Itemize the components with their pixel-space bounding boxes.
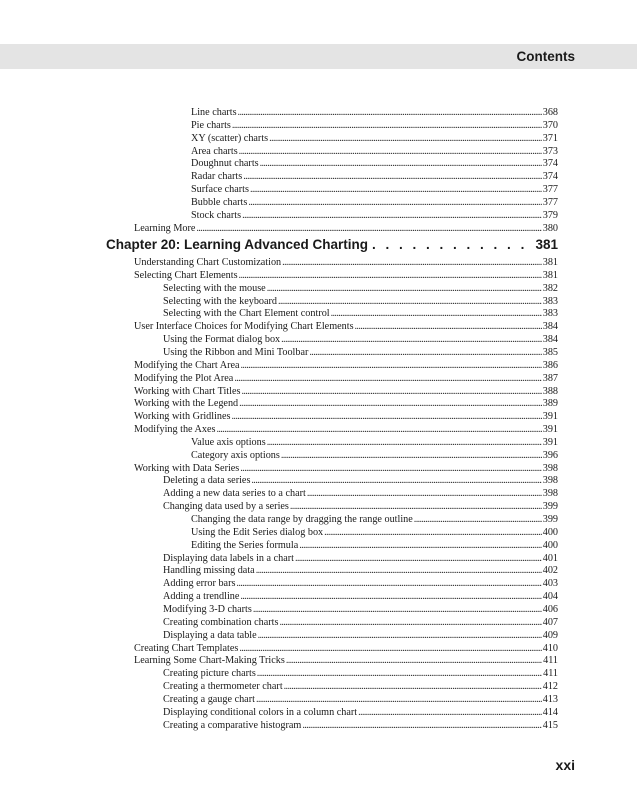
toc-entry-page: 389 [542,398,558,410]
toc-entry [191,513,558,526]
toc-entry-page: 402 [542,565,558,577]
toc-entry [163,616,558,629]
toc-leader-dots [324,526,542,539]
toc-entry-page: 403 [542,578,558,590]
toc-entry-page: 379 [542,209,558,221]
toc-entry-title: Value axis options [191,436,266,448]
toc-entry [134,320,558,333]
toc-entry-title: Changing the data range by dragging the range outline [191,514,413,525]
toc-entry-title: Learning More [134,222,196,234]
toc-leader-dots [290,500,542,513]
toc-entry [191,157,558,170]
toc-leader-dots [234,372,541,385]
toc-entry-title: Stock charts [191,209,242,221]
toc-leader-dots [258,629,542,642]
toc-entry-page: 383 [542,295,558,307]
toc-leader-dots [250,183,542,196]
toc-entry-title: Adding error bars [163,578,236,590]
toc-entry-page: 377 [542,184,558,196]
toc-entry-title: Creating picture charts [163,668,256,680]
toc-entry [163,474,558,487]
toc-entry-page: 399 [542,514,558,525]
toc-leader-dots [257,667,542,680]
toc-entry-page: 373 [542,145,558,157]
toc-leader-dots [248,196,541,209]
toc-entry-page: 377 [542,196,558,208]
toc-entry-page: 412 [542,681,558,693]
toc-entry-title: Creating a comparative histogram [163,719,302,731]
toc-entry-title: Surface charts [191,184,249,196]
toc-entry [163,680,558,693]
toc-leader-dots [282,256,542,269]
toc-leader-dots [309,346,541,359]
toc-entry [134,372,558,385]
toc-entry [134,359,558,372]
toc-entry [191,539,558,552]
toc-entry-page: 398 [542,462,558,474]
toc-entry-page: 406 [542,603,558,615]
toc-entry-title: Modifying the Chart Area [134,359,240,371]
toc-entry-page: 387 [542,372,558,384]
toc-entry-title: Bubble charts [191,196,248,208]
toc-leader-dots [239,145,542,158]
toc-entry-title: Line charts [191,107,237,118]
toc-leader-dots [236,577,541,590]
toc-entry [134,256,558,269]
toc-leader-dots [240,590,541,603]
toc-leader-dots [278,295,542,308]
toc-leader-dots [260,157,542,170]
toc-leader-dots [302,719,541,732]
toc-entry-page: 386 [542,359,558,371]
toc-entry-page: 398 [542,488,558,500]
toc-entry-page: 396 [542,449,558,461]
toc-leader-dots [239,642,541,655]
chapter-page: 381 [535,237,558,252]
toc-leader-dots [269,132,542,145]
toc-entry [191,119,558,132]
toc-leader-dots [196,222,541,235]
toc-leader-dots [355,320,542,333]
toc-entry [191,132,558,145]
toc-leader-dots [251,474,541,487]
page-number: xxi [555,757,575,773]
toc-entry-title: User Interface Choices for Modifying Chart Elements [134,321,354,333]
toc-leader-dots [299,539,541,552]
toc-entry [163,564,558,577]
toc-entry [163,629,558,642]
toc-entry-page: 411 [543,655,558,667]
toc-leader-dots [242,209,542,222]
toc-entry-title: Creating a thermometer chart [163,681,283,693]
chapter-leader-dots [372,237,531,252]
toc-leader-dots [239,397,542,410]
running-header-title: Contents [516,49,575,64]
toc-entry-page: 415 [542,719,558,731]
toc-leader-dots [281,333,542,346]
toc-entry-page: 407 [542,616,558,628]
toc-entry [191,183,558,196]
toc-leader-dots [240,462,541,475]
toc-entry-title: XY (scatter) charts [191,132,269,144]
toc-leader-dots [232,410,542,423]
toc-entry-title: Selecting with the mouse [163,282,266,294]
toc-entry-title: Understanding Chart Customization [134,257,282,268]
toc-entry [191,209,558,222]
toc-entry-title: Handling missing data [163,565,255,577]
toc-entry-page: 371 [542,132,558,144]
toc-leader-dots [241,385,541,398]
toc-entry [163,295,558,308]
toc-entry-title: Selecting Chart Elements [134,269,238,281]
toc-entry [191,436,558,449]
toc-leader-dots [295,552,542,565]
toc-entry [134,397,558,410]
chapter-heading [106,237,558,257]
toc-entry-page: 404 [542,591,558,603]
toc-entry [163,500,558,513]
toc-entry-title: Adding a new data series to a chart [163,488,306,500]
toc-entry-page: 398 [542,475,558,487]
toc-leader-dots [267,282,542,295]
toc-entry-title: Learning Some Chart-Making Tricks [134,655,285,667]
toc-entry [134,410,558,423]
toc-leader-dots [253,603,542,616]
toc-entry [163,282,558,295]
toc-entry-title: Displaying data labels in a chart [163,552,294,564]
toc-entry [134,269,558,282]
toc-entry [163,333,558,346]
toc-entry-title: Radar charts [191,171,243,183]
toc-entry [191,106,558,119]
toc-entry-page: 385 [542,346,558,358]
toc-entry-page: 384 [542,321,558,333]
toc-entry-page: 383 [542,308,558,320]
toc-entry [163,487,558,500]
toc-leader-dots [256,564,542,577]
toc-leader-dots [307,487,542,500]
toc-entry-page: 368 [542,107,558,118]
toc-entry-title: Working with Gridlines [134,411,231,423]
toc-entry [163,667,558,680]
toc-entry-title: Using the Format dialog box [163,334,281,346]
toc-entry-page: 391 [542,436,558,448]
toc-entry-title: Editing the Series formula [191,539,299,551]
toc-entry-title: Working with Chart Titles [134,385,241,397]
toc-entry [163,693,558,706]
toc-leader-dots [232,119,542,132]
toc-entry [163,307,558,320]
toc-entry [163,346,558,359]
toc-entry-page: 391 [542,411,558,423]
toc-entry [191,526,558,539]
toc-entry-title: Working with the Legend [134,398,239,410]
toc-entry [163,577,558,590]
toc-entry-title: Selecting with the Chart Element control [163,308,330,320]
toc-entry [163,719,558,732]
toc-entry [191,145,558,158]
toc-leader-dots [286,654,542,667]
toc-entry-page: 374 [542,171,558,183]
toc-entry [134,642,558,655]
toc-entry-title: Displaying a data table [163,629,257,641]
toc-leader-dots [358,706,542,719]
toc-entry-title: Area charts [191,145,238,157]
toc-entry-title: Modifying the Axes [134,424,216,436]
toc-entry-page: 391 [542,424,558,436]
toc-leader-dots [281,449,542,462]
toc-entry [134,222,558,235]
toc-entry-page: 370 [542,119,558,131]
toc-entry-title: Deleting a data series [163,475,251,487]
toc-leader-dots [331,307,542,320]
running-header [0,44,637,69]
toc-entry-page: 384 [542,334,558,346]
toc-entry [191,196,558,209]
toc-entry-title: Creating combination charts [163,616,279,628]
toc-entry-title: Selecting with the keyboard [163,295,278,307]
toc-entry-page: 374 [542,158,558,170]
toc-entry-title: Category axis options [191,449,280,461]
toc-entry-page: 413 [542,693,558,705]
toc-entry [163,706,558,719]
toc-entry [134,385,558,398]
toc-entry-title: Creating Chart Templates [134,642,239,654]
toc-entry [134,654,558,667]
toc-entry-page: 380 [542,222,558,234]
chapter-title: Chapter 20: Learning Advanced Charting [106,237,369,252]
toc-entry-page: 401 [542,552,558,564]
toc-entry [191,449,558,462]
toc-leader-dots [238,106,542,119]
toc-entry-title: Changing data used by a series [163,501,289,513]
toc-entry [134,462,558,475]
toc-entry-title: Adding a trendline [163,591,240,603]
toc-entry-page: 409 [542,629,558,641]
toc-leader-dots [414,513,542,526]
toc-entry-title: Working with Data Series [134,462,240,474]
toc-entry-page: 411 [543,668,558,680]
toc-entry-page: 400 [542,526,558,538]
toc-entry-title: Displaying conditional colors in a column chart [163,706,358,718]
toc-entry-page: 381 [542,269,558,281]
toc-entry-title: Modifying the Plot Area [134,372,234,384]
toc-entry [163,552,558,565]
toc-entry-page: 400 [542,539,558,551]
toc-entry-title: Modifying 3-D charts [163,603,252,615]
toc-leader-dots [217,423,542,436]
toc-entry-page: 399 [542,501,558,513]
toc-leader-dots [256,693,542,706]
toc-entry [134,423,558,436]
toc-leader-dots [243,170,542,183]
toc-entry-title: Creating a gauge chart [163,693,255,705]
toc-entry-page: 410 [542,642,558,654]
toc-leader-dots [241,359,542,372]
toc-entry-title: Pie charts [191,119,231,131]
toc-entry [191,170,558,183]
toc-entry-title: Using the Edit Series dialog box [191,526,324,538]
toc-leader-dots [267,436,542,449]
toc-leader-dots [239,269,542,282]
toc-entry [163,603,558,616]
toc-entry-page: 414 [542,706,558,718]
toc-entry-page: 388 [542,385,558,397]
toc-entry-page: 382 [542,282,558,294]
toc-entry [163,590,558,603]
toc-entry-title: Using the Ribbon and Mini Toolbar [163,346,309,358]
toc-leader-dots [279,616,541,629]
toc-entry-page: 381 [542,257,558,268]
toc-leader-dots [284,680,542,693]
toc-entry-title: Doughnut charts [191,158,259,170]
